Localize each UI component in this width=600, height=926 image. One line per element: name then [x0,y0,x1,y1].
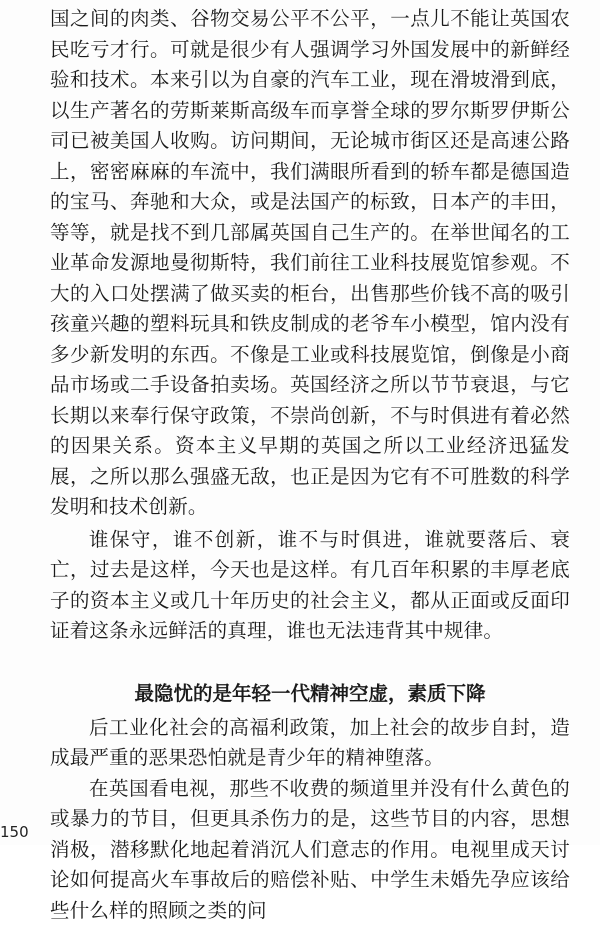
section-heading: 最隐忧的是年轻一代精神空虚，素质下降 [50,679,570,709]
paragraph: 在英国看电视，那些不收费的频道里并没有什么黄色的或暴力的节目，但更具杀伤力的是，这些节目的内容，思想消极，潜移默化地起着消沉人们意志的作用。电视里成天讨论如何提高火车事故后的赔偿补贴、中学生未婚先孕应该给些什么样的照顾之类的问 [50,774,570,926]
paragraph-continued: 国之间的肉类、谷物交易公平不公平，一点儿不能让英国农民吃亏才行。可就是很少有人强调学习外国发展中的新鲜经验和技术。本来引以为自豪的汽车工业，现在滑坡滑到底，以生产著名的劳斯莱斯高级车而享誉全球的罗尔斯罗伊斯公司已被美国人收购。访问期间，无论城市街区还是高速公路上，密密麻麻的车流中，我们满眼所看到的轿车都是德国造的宝马、奔驰和大众，或是法国产的标致，日本产的丰田，等等，就是找不到几部属英国自己生产的。在举世闻名的工业革命发源地曼彻斯特，我们前往工业科技展览馆参观。不大的入口处摆满了做买卖的柜台，出售那些价钱不高的吸引孩童兴趣的塑料玩具和铁皮制成的老爷车小模型，馆内没有多少新发明的东西。不像是工业或科技展览馆，倒像是小商品市场或二手设备拍卖场。英国经济之所以节节衰退，与它长期以来奉行保守政策，不崇尚创新，不与时俱进有着必然的因果关系。资本主义早期的英国之所以工业经济迅猛发展，之所以那么强盛无敌，也正是因为它有不可胜数的科学发明和技术创新。 [50,4,570,523]
paragraph: 后工业化社会的高福利政策，加上社会的故步自封，造成最严重的恶果恐怕就是青少年的精神堕落。 [50,713,570,774]
paragraph: 谁保守，谁不创新，谁不与时俱进，谁就要落后、衰亡，过去是这样，今天也是这样。有几百年积累的丰厚老底子的资本主义或几十年历史的社会主义，都从正面或反面印证着这条永远鲜活的真理，谁也无法违背其中规律。 [50,525,570,647]
page-number: 150 [0,823,29,841]
body-text [50,4,570,926]
